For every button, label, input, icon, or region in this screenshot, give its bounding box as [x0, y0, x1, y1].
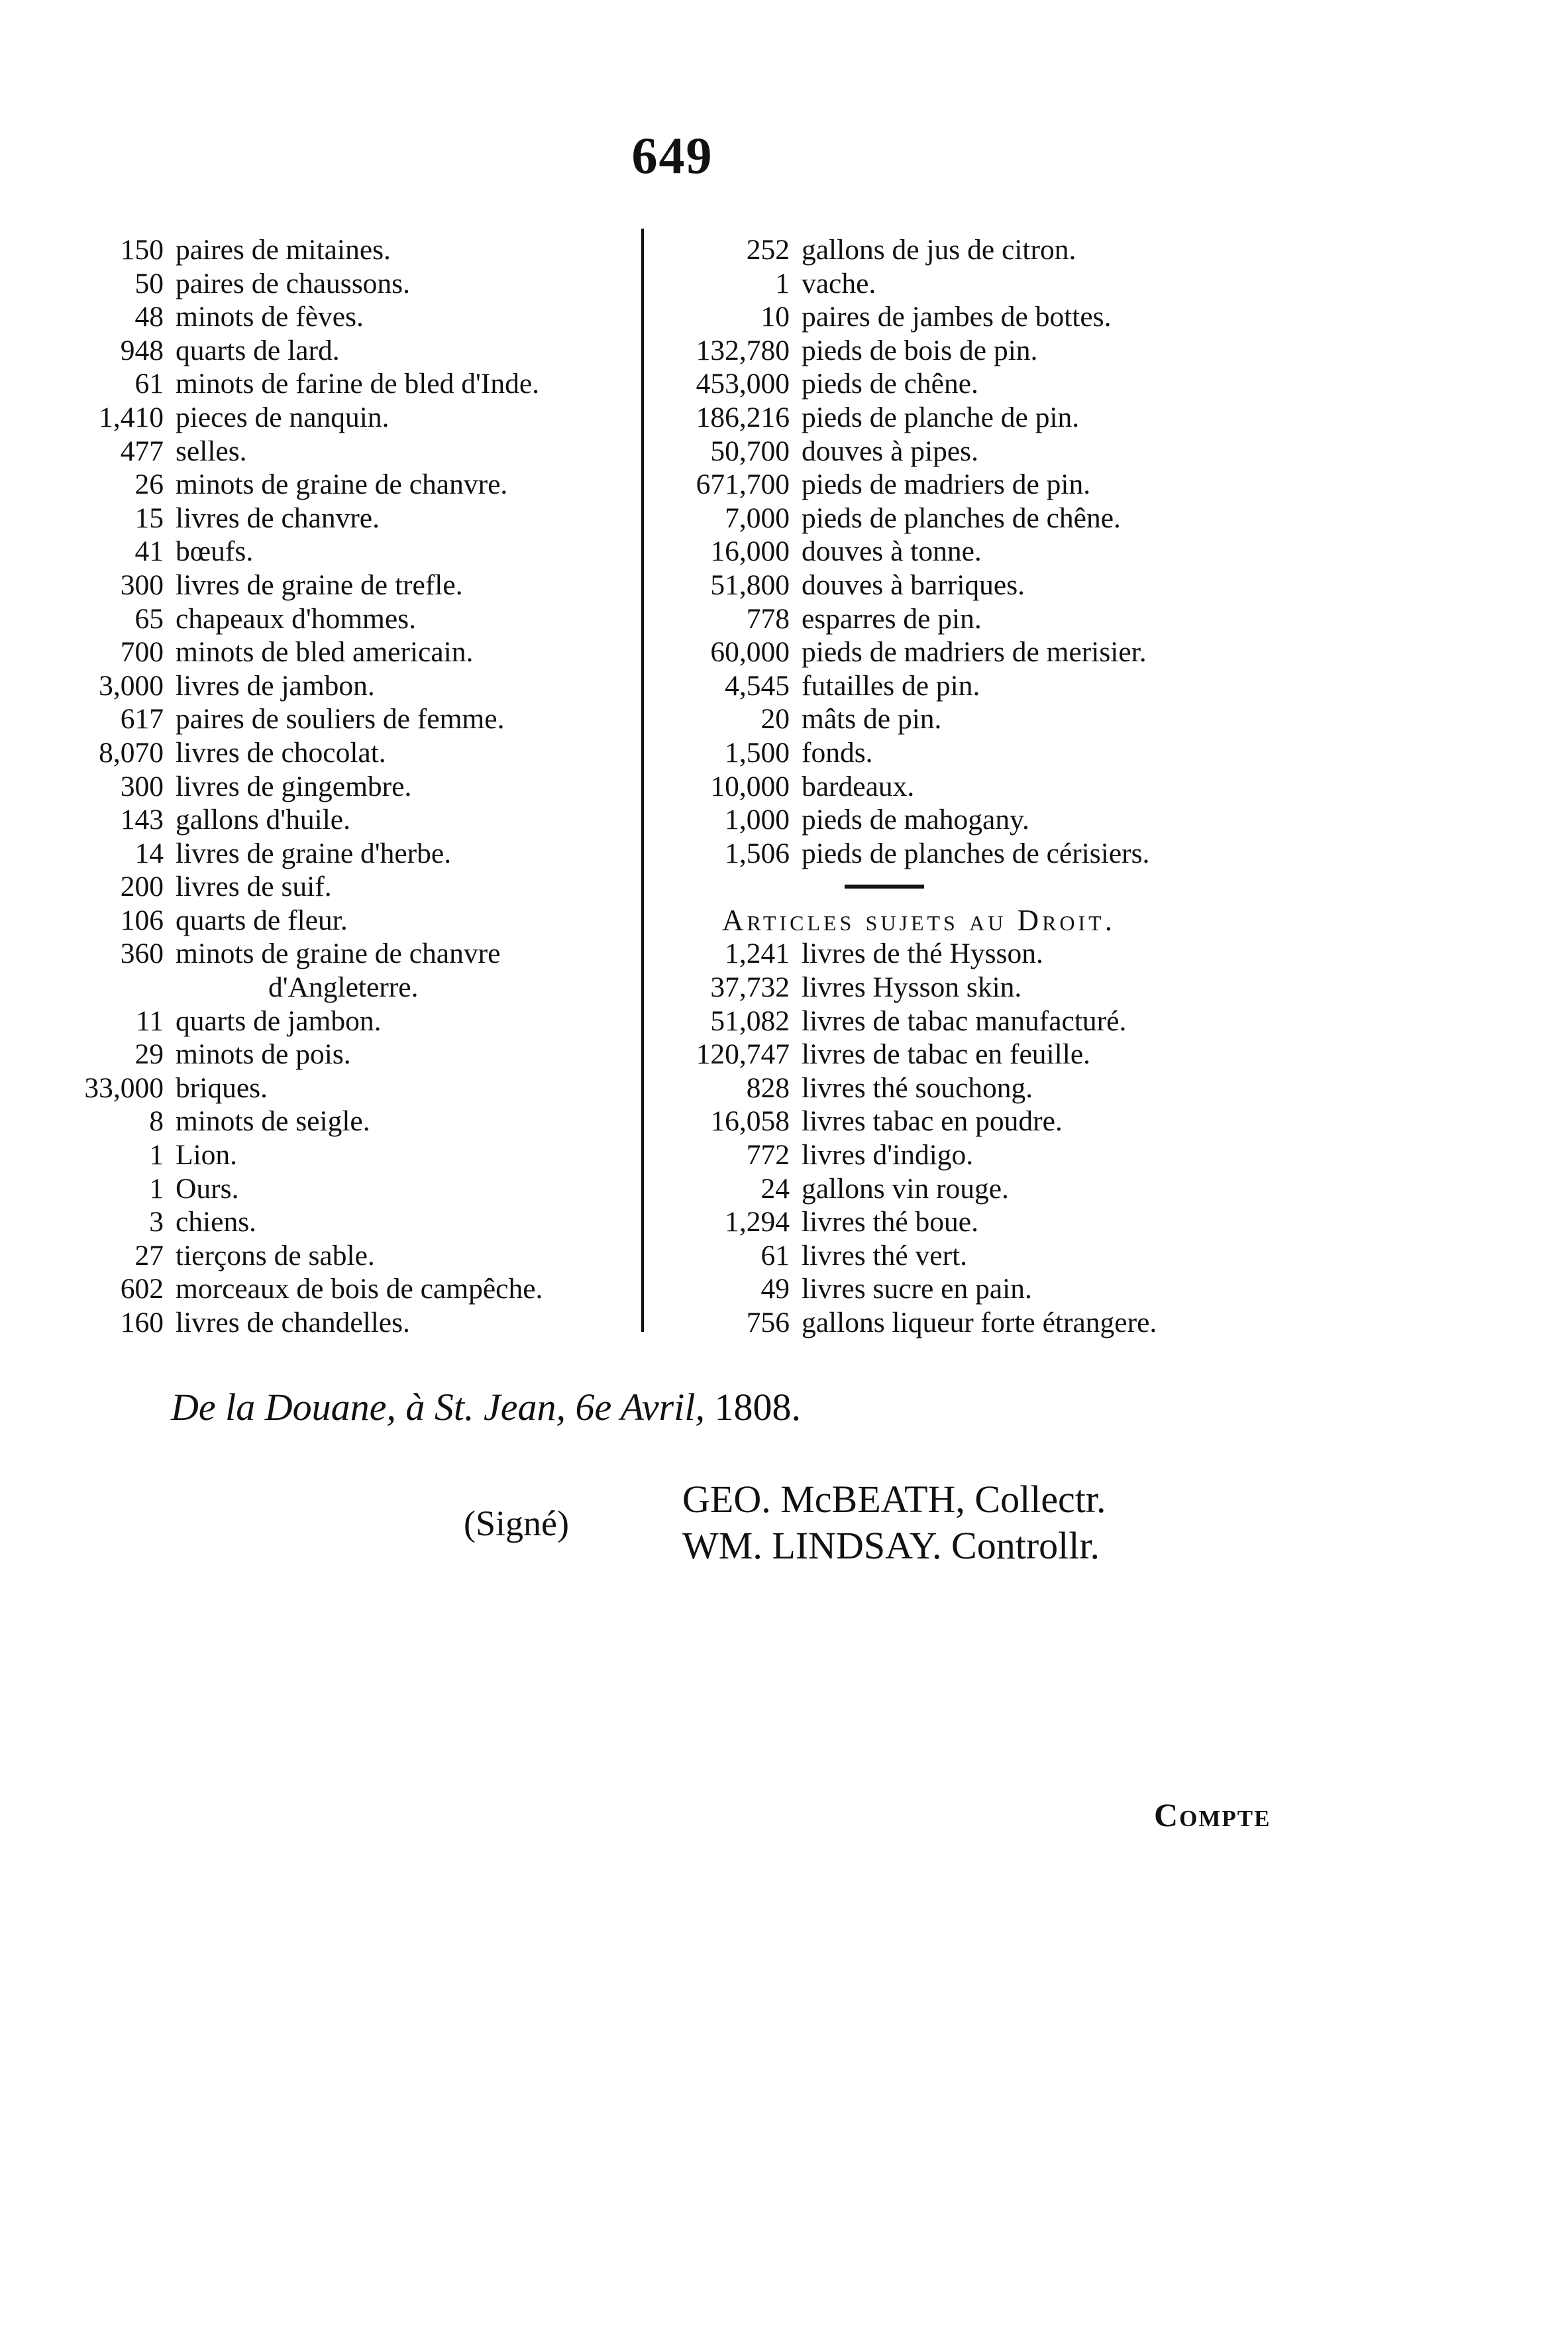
list-item [662, 1306, 1325, 1340]
list-item [60, 870, 656, 904]
item-description: livres de gingembre. [176, 770, 412, 802]
item-description: futailles de pin. [802, 669, 980, 702]
item-description: minots de fèves. [176, 301, 364, 333]
list-item [60, 401, 656, 435]
item-description: minots de pois. [176, 1038, 351, 1071]
item-quantity: 700 [120, 636, 164, 669]
list-item [60, 937, 656, 971]
item-quantity: 477 [120, 435, 164, 467]
item-description: livres thé vert. [802, 1239, 968, 1272]
item-description: d'Angleterre. [268, 971, 419, 1004]
item-quantity: 41 [134, 535, 164, 568]
item-description: vache. [802, 267, 876, 300]
item-description: quarts de lard. [176, 334, 340, 366]
item-quantity: 60,000 [710, 636, 790, 669]
item-description: livres sucre en pain. [802, 1273, 1032, 1305]
item-quantity: 8,070 [99, 736, 164, 769]
item-quantity: 24 [760, 1172, 790, 1205]
list-item [662, 334, 1325, 368]
item-description: minots de graine de chanvre [176, 938, 501, 970]
item-quantity: 11 [136, 1005, 164, 1037]
item-quantity: 16,058 [710, 1105, 790, 1138]
item-quantity: 1,000 [725, 804, 790, 836]
item-description: livres de tabac en feuille. [802, 1038, 1090, 1071]
item-quantity: 778 [746, 602, 790, 635]
item-quantity: 4,545 [725, 669, 790, 702]
item-description: esparres de pin. [802, 602, 982, 635]
list-item [60, 1272, 656, 1306]
item-quantity: 252 [746, 234, 790, 266]
list-item [662, 1272, 1325, 1306]
item-quantity [60, 971, 176, 1005]
list-item [60, 770, 656, 804]
list-item [662, 1005, 1325, 1038]
item-description: selles. [176, 435, 247, 467]
item-description: briques. [176, 1071, 268, 1104]
item-quantity: 3,000 [99, 669, 164, 702]
list-item [662, 300, 1325, 334]
item-description: gallons vin rouge. [802, 1172, 1009, 1205]
item-quantity: 186,216 [696, 401, 790, 433]
list-item [662, 1071, 1325, 1105]
item-description: livres de graine de trefle. [176, 569, 463, 601]
list-item [60, 569, 656, 602]
item-quantity: 132,780 [696, 334, 790, 366]
item-description: livres de chocolat. [176, 736, 386, 769]
item-quantity: 671,700 [696, 468, 790, 501]
dateline-year: 1808. [714, 1386, 801, 1429]
list-item [662, 1239, 1325, 1273]
item-description: gallons de jus de citron. [802, 234, 1076, 266]
item-description: douves à pipes. [802, 435, 978, 467]
list-item [662, 971, 1325, 1005]
list-item [60, 669, 656, 703]
item-quantity: 360 [120, 938, 164, 970]
list-item [60, 1071, 656, 1105]
list-item [662, 233, 1325, 267]
catchword: Compte [1154, 1796, 1271, 1833]
list-item [662, 267, 1325, 301]
item-description: livres de chanvre. [176, 502, 380, 534]
item-quantity: 828 [746, 1071, 790, 1104]
item-quantity: 300 [120, 569, 164, 601]
list-item [60, 435, 656, 468]
item-description: paires de chaussons. [176, 267, 410, 300]
item-quantity: 10,000 [710, 770, 790, 802]
item-quantity: 7,000 [725, 502, 790, 534]
list-item [60, 837, 656, 871]
item-description: livres thé souchong. [802, 1071, 1033, 1104]
item-quantity: 1 [149, 1139, 164, 1172]
list-item [662, 1105, 1325, 1138]
list-item [60, 267, 656, 301]
list-item [60, 904, 656, 938]
item-description: douves à barriques. [802, 569, 1025, 601]
item-quantity: 300 [120, 770, 164, 802]
item-quantity: 16,000 [710, 535, 790, 568]
item-description: pieds de madriers de merisier. [802, 636, 1147, 669]
item-description: bœufs. [176, 535, 254, 568]
item-description: Ours. [176, 1172, 239, 1205]
list-item [662, 401, 1325, 435]
list-item [60, 702, 656, 736]
list-item [662, 1205, 1325, 1239]
list-item [60, 300, 656, 334]
item-description: paires de jambes de bottes. [802, 301, 1112, 333]
item-quantity: 26 [134, 468, 164, 501]
list-item [60, 1172, 656, 1206]
item-description: paires de souliers de femme. [176, 703, 505, 736]
list-item [662, 468, 1325, 502]
signature-controller: WM. LINDSAY. Controllr. [682, 1524, 1100, 1567]
duty-heading: Articles sujets au Droit. [722, 903, 1116, 937]
dateline [171, 1385, 801, 1429]
item-description: mâts de pin. [802, 703, 942, 736]
item-quantity: 772 [746, 1139, 790, 1172]
list-item [60, 1005, 656, 1038]
item-quantity: 1,294 [725, 1206, 790, 1238]
list-item [662, 367, 1325, 401]
item-description: livres Hysson skin. [802, 971, 1022, 1004]
list-item [662, 502, 1325, 535]
item-description: pieds de planche de pin. [802, 401, 1080, 433]
item-quantity: 1,506 [725, 837, 790, 869]
item-quantity: 61 [760, 1239, 790, 1272]
item-quantity: 51,082 [710, 1005, 790, 1037]
item-description: douves à tonne. [802, 535, 982, 568]
list-item [60, 1138, 656, 1172]
item-quantity: 14 [134, 837, 164, 869]
item-quantity: 65 [134, 602, 164, 635]
item-description: livres de graine d'herbe. [176, 837, 452, 869]
item-description: pieds de planches de cérisiers. [802, 837, 1150, 869]
list-item [60, 1306, 656, 1340]
item-quantity: 15 [134, 502, 164, 534]
dateline-text: De la Douane, à St. Jean, 6e Avril, [171, 1386, 705, 1429]
list-item [662, 736, 1325, 770]
item-quantity: 1,410 [99, 401, 164, 433]
list-item [662, 635, 1325, 669]
list-item [60, 334, 656, 368]
item-description: livres de tabac manufacturé. [802, 1005, 1127, 1037]
item-quantity: 20 [760, 703, 790, 736]
item-description: fonds. [802, 736, 873, 769]
item-quantity: 1 [775, 267, 790, 300]
item-description: pieds de madriers de pin. [802, 468, 1091, 501]
item-description: minots de farine de bled d'Inde. [176, 368, 539, 400]
item-quantity: 50,700 [710, 435, 790, 467]
item-description: morceaux de bois de campêche. [176, 1273, 543, 1305]
list-item [60, 1239, 656, 1273]
item-description: bardeaux. [802, 770, 915, 802]
item-quantity: 150 [120, 234, 164, 266]
item-description: livres thé boue. [802, 1206, 978, 1238]
item-quantity: 37,732 [710, 971, 790, 1004]
list-item [662, 669, 1325, 703]
item-quantity: 1 [149, 1172, 164, 1205]
list-item [60, 602, 656, 636]
list-item [60, 971, 656, 1005]
item-description: livres de thé Hysson. [802, 938, 1043, 970]
item-description: pieds de mahogany. [802, 804, 1029, 836]
list-item [662, 569, 1325, 602]
item-quantity: 10 [760, 301, 790, 333]
list-item [60, 803, 656, 837]
item-description: livres tabac en poudre. [802, 1105, 1063, 1138]
list-item [60, 1205, 656, 1239]
item-quantity: 200 [120, 871, 164, 903]
item-description: tierçons de sable. [176, 1239, 375, 1272]
list-item [662, 837, 1325, 871]
item-quantity: 29 [134, 1038, 164, 1071]
item-description: chapeaux d'hommes. [176, 602, 416, 635]
list-item [60, 635, 656, 669]
left-column-list [60, 233, 656, 1340]
list-item [662, 702, 1325, 736]
list-item [662, 602, 1325, 636]
item-quantity: 33,000 [84, 1071, 164, 1104]
item-quantity: 453,000 [696, 368, 790, 400]
item-quantity: 602 [120, 1273, 164, 1305]
list-item [662, 1172, 1325, 1206]
item-quantity: 106 [120, 904, 164, 936]
item-quantity: 1,241 [725, 938, 790, 970]
item-description: pieces de nanquin. [176, 401, 390, 433]
item-quantity: 27 [134, 1239, 164, 1272]
item-description: quarts de fleur. [176, 904, 348, 936]
right-column-list [662, 233, 1325, 1340]
item-quantity: 948 [120, 334, 164, 366]
item-quantity: 51,800 [710, 569, 790, 601]
item-quantity: 8 [149, 1105, 164, 1138]
signed-label: (Signé) [464, 1503, 569, 1543]
item-quantity: 3 [149, 1206, 164, 1238]
item-description: livres de jambon. [176, 669, 375, 702]
signature-collector: GEO. McBEATH, Collectr. [682, 1478, 1106, 1521]
item-description: gallons liqueur forte étrangere. [802, 1307, 1157, 1338]
item-quantity: 160 [120, 1307, 164, 1338]
item-description: gallons d'huile. [176, 804, 350, 836]
list-item [60, 535, 656, 569]
list-item [662, 803, 1325, 837]
item-quantity: 49 [760, 1273, 790, 1305]
item-quantity: 50 [134, 267, 164, 300]
item-quantity: 61 [134, 368, 164, 400]
list-item [60, 468, 656, 502]
item-description: chiens. [176, 1206, 257, 1238]
item-description: pieds de planches de chêne. [802, 502, 1121, 534]
section-rule [662, 870, 1325, 904]
item-description: livres de suif. [176, 871, 332, 903]
item-quantity: 143 [120, 804, 164, 836]
list-item [60, 502, 656, 535]
list-item [662, 937, 1325, 971]
item-description: livres de chandelles. [176, 1307, 410, 1338]
item-description: minots de graine de chanvre. [176, 468, 508, 501]
list-item [60, 1038, 656, 1071]
signature-block [682, 1476, 1106, 1569]
item-quantity: 756 [746, 1307, 790, 1338]
item-description: Lion. [176, 1139, 238, 1172]
item-description: pieds de bois de pin. [802, 334, 1038, 366]
item-quantity: 48 [134, 301, 164, 333]
list-item [662, 435, 1325, 468]
item-description: minots de bled americain. [176, 636, 474, 669]
item-quantity: 1,500 [725, 736, 790, 769]
item-description: pieds de chêne. [802, 368, 978, 400]
list-item [662, 535, 1325, 569]
list-item [662, 1038, 1325, 1071]
list-item [60, 367, 656, 401]
item-quantity: 617 [120, 703, 164, 736]
column-divider [641, 229, 644, 1332]
item-description: paires de mitaines. [176, 234, 391, 266]
list-item [60, 1105, 656, 1138]
page-number: 649 [631, 127, 713, 184]
list-item [662, 1138, 1325, 1172]
item-quantity: 120,747 [696, 1038, 790, 1071]
item-description: minots de seigle. [176, 1105, 370, 1138]
item-description: quarts de jambon. [176, 1005, 382, 1037]
list-item [662, 770, 1325, 804]
item-description: livres d'indigo. [802, 1139, 974, 1172]
list-item [60, 233, 656, 267]
list-item [60, 736, 656, 770]
